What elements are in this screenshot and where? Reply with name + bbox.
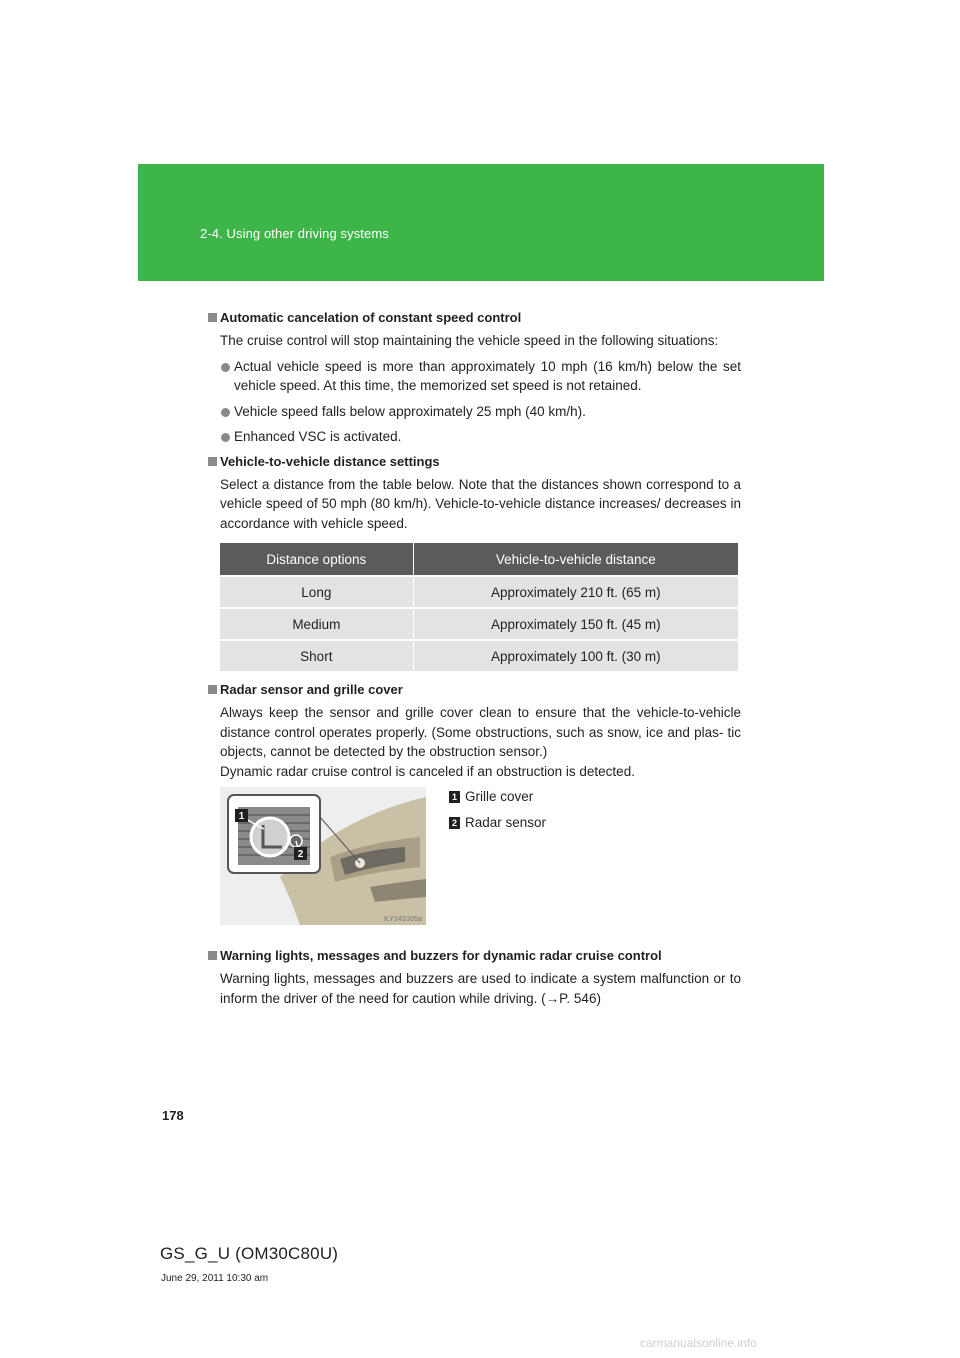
watermark: carmanualsonline.info bbox=[640, 1336, 757, 1350]
radar-figure bbox=[220, 787, 741, 929]
column-header: Distance options bbox=[220, 543, 413, 576]
table-cell: Short bbox=[220, 640, 413, 671]
figure-legend bbox=[449, 787, 546, 839]
circle-bullet-icon bbox=[221, 433, 230, 442]
table-cell: Approximately 100 ft. (30 m) bbox=[413, 640, 738, 671]
radar-body: Always keep the sensor and grille cover clean to ensure that the vehicle-to-vehicle distance control operates properly. (Some obstructions, such as snow, ice and plas- tic objects, cannot be detected by the obstruction sensor.) bbox=[220, 705, 741, 759]
table-cell: Approximately 150 ft. (45 m) bbox=[413, 608, 738, 640]
table-cell: Approximately 210 ft. (65 m) bbox=[413, 576, 738, 608]
table-header-row bbox=[220, 543, 738, 576]
square-bullet-icon bbox=[208, 313, 217, 322]
distance-table bbox=[220, 543, 738, 671]
legend-item-radar-sensor: 2 Radar sensor bbox=[449, 813, 546, 833]
table-row bbox=[220, 576, 738, 608]
square-bullet-icon bbox=[208, 457, 217, 466]
table-cell: Long bbox=[220, 576, 413, 608]
car-front-illustration bbox=[220, 787, 426, 925]
distance-body: Select a distance from the table below. Note that the distances shown correspond to a vehicle speed of 50 mph (80 km/h). Vehicle-to-vehicle distance increases/ decreases in accordance with vehicle speed. bbox=[220, 476, 741, 531]
column-header: Vehicle-to-vehicle distance bbox=[413, 543, 738, 576]
table-row bbox=[220, 640, 738, 671]
radar-heading: Radar sensor and grille cover bbox=[206, 681, 741, 699]
square-bullet-icon bbox=[208, 685, 217, 694]
auto-cancel-intro: The cruise control will stop maintaining the vehicle speed in the following situations: bbox=[220, 333, 719, 348]
auto-cancel-heading: Automatic cancelation of constant speed control bbox=[206, 309, 741, 327]
number-1-icon: 1 bbox=[449, 791, 460, 803]
section-title: 2-4. Using other driving systems bbox=[200, 226, 389, 241]
number-2-icon: 2 bbox=[449, 817, 460, 829]
page-number: 178 bbox=[162, 1108, 184, 1123]
circle-bullet-icon bbox=[221, 363, 230, 372]
list-item: Vehicle speed falls below approximately 25 mph (40 km/h). bbox=[220, 402, 741, 422]
distance-heading: Vehicle-to-vehicle distance settings bbox=[206, 453, 741, 471]
radar-body-2: Dynamic radar cruise control is canceled if an obstruction is detected. bbox=[220, 763, 635, 779]
list-item: Enhanced VSC is activated. bbox=[220, 427, 741, 447]
print-date: June 29, 2011 10:30 am bbox=[161, 1273, 269, 1284]
car-front-drawing bbox=[220, 787, 426, 925]
warning-body: Warning lights, messages and buzzers are used to indicate a system malfunction or to inform the driver of the need for caution while driving. (→P. 546) bbox=[220, 971, 741, 1006]
section-header-band bbox=[138, 164, 824, 281]
table-cell: Medium bbox=[220, 608, 413, 640]
table-row bbox=[220, 608, 738, 640]
callout-1: 1 bbox=[238, 811, 245, 822]
callout-2: 2 bbox=[297, 849, 304, 860]
image-code: ILY24S305a bbox=[383, 916, 422, 923]
square-bullet-icon bbox=[208, 951, 217, 960]
list-item: Actual vehicle speed is more than approximately 10 mph (16 km/h) below the set vehicle speed. At this time, the memorized set speed is not retained. bbox=[220, 357, 741, 396]
circle-bullet-icon bbox=[221, 408, 230, 417]
page-content bbox=[206, 309, 741, 1014]
warning-heading: Warning lights, messages and buzzers for dynamic radar cruise control bbox=[206, 947, 741, 965]
legend-item-grille-cover: 1 Grille cover bbox=[449, 787, 546, 807]
manual-code: GS_G_U (OM30C80U) bbox=[160, 1244, 339, 1263]
